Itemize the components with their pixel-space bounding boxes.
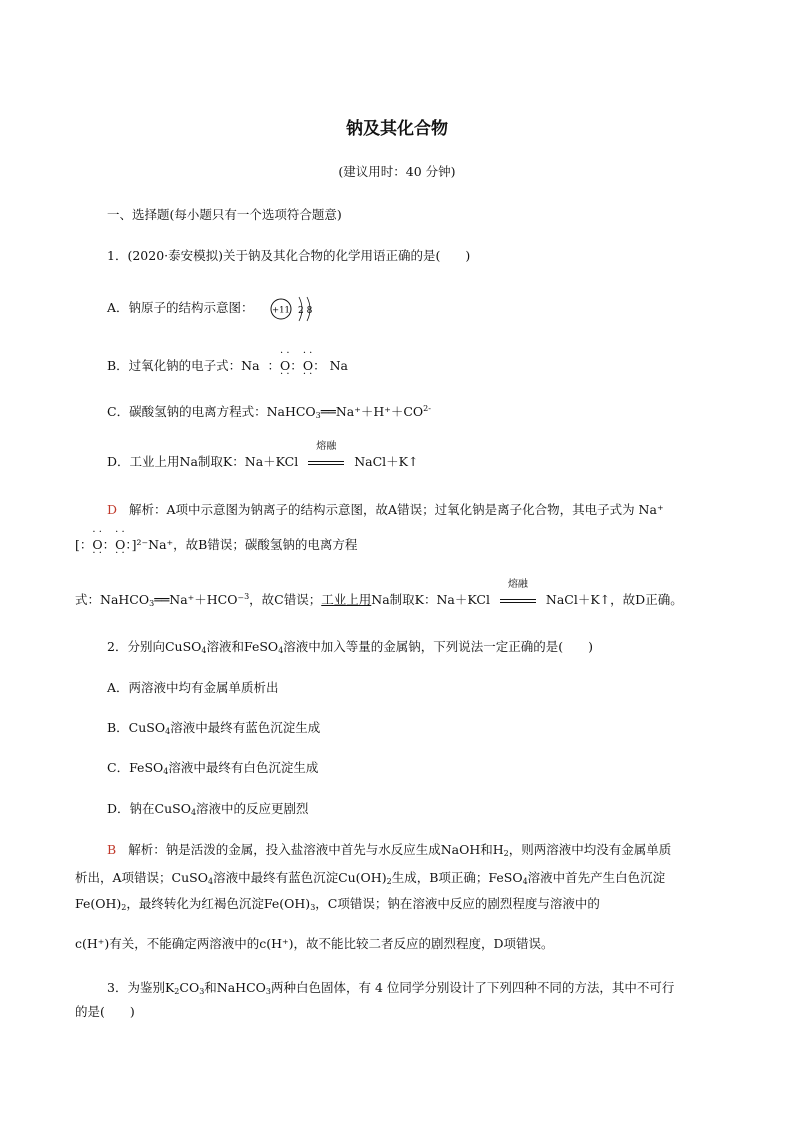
atom-shells-label: 2 8: [298, 306, 313, 316]
q2-option-a: A．两溶液中均有金属单质析出: [107, 680, 279, 695]
q2-stem-c: 溶液中加入等量的金属钠，下列说法一定正确的是( ): [283, 639, 594, 654]
subscript-3: 3: [315, 411, 321, 420]
q1-exp3-underlined: 工业上用: [321, 592, 372, 607]
q2-exp2-b: 溶液中最终有蓝色沉淀Cu(OH): [213, 870, 387, 885]
q1-option-c-rest: Na⁺＋H⁺＋CO: [335, 404, 424, 419]
oxygen-atom-1: · · O · ·: [280, 358, 290, 374]
q2-explanation-line2: 析出，A项错误；CuSO$_4$溶液中最终有蓝色沉淀$Cu(OH)_2$生成，B项正确；FeSO$_4$溶液中首先产生白色沉淀: [75, 870, 666, 886]
q1-option-d: [107, 441, 419, 470]
q2-exp2-c: 生成，B项正确；FeSO: [391, 870, 523, 885]
q1-option-d-post: NaCl＋K↑: [354, 454, 419, 469]
q2-exp2-d: 溶液中首先产生白色沉淀: [527, 870, 666, 885]
q1-option-a: [107, 300, 254, 316]
q3-stem: 3．为鉴别$K_2CO_3$和NaHCO$_3$两种白色固体，有 4 位同学分别设计了下列四种不同的方法，其中不可行: [107, 980, 675, 996]
q2-explanation-line1: B 解析：钠是活泼的金属，投入盐溶液中首先与水反应生成NaOH和$H_2$，则两溶液中均没有金属单质: [107, 842, 672, 858]
q1-exp3-b: Na⁺＋HCO⁻: [169, 592, 245, 607]
sodium-symbol: Na: [329, 358, 348, 373]
page-subtitle: (建议用时：40 分钟): [338, 164, 456, 179]
q1-exp3-c: ，故C错误；: [249, 592, 322, 607]
q1-exp-bracket: [：: [75, 537, 93, 552]
page-title: 钠及其化合物: [346, 119, 448, 139]
q1-exp-oxygen-1: · · O · ·: [92, 537, 102, 553]
q1-option-c: C．碳酸氢钠的电离方程式：$NaHCO_3══Na^++H^++CO^{2-}$: [107, 404, 431, 420]
q2-exp3-b: ，最终转化为红褐色沉淀Fe(OH): [126, 896, 311, 911]
q3-stem-line2: 的是( ): [75, 1004, 135, 1019]
q2-exp3-a: Fe(OH): [75, 896, 122, 911]
q3-stem-b: CO: [179, 980, 200, 995]
q3-stem-d: 两种白色固体，有 4 位同学分别设计了下列四种不同的方法，其中不可行: [271, 980, 675, 995]
q2-explanation-line3: $Fe(OH)_2$，最终转化为红褐色沉淀$Fe(OH)_3$，C项错误；钠在溶液中反应的剧烈程度与溶液中的: [75, 896, 600, 912]
q2-b-a: B．CuSO: [107, 720, 166, 735]
superscript-charge: 2-: [423, 404, 431, 413]
condition-label: 熔融: [316, 441, 337, 452]
q2-option-c: C．FeSO$_4$溶液中最终有白色沉淀生成: [107, 760, 319, 776]
q2-c-b: 溶液中最终有白色沉淀生成: [168, 760, 319, 775]
q1-exp-colon: ：: [102, 537, 116, 552]
q1-exp-text1: 解析：A项中示意图为钠离子的结构示意图，故A错误；过氧化钠是离子化合物，其电子式为 Na⁺: [129, 502, 664, 517]
q1-option-b-label: B．过氧化钠的电子式：Na: [107, 358, 260, 373]
atom-nucleus-label: +11: [272, 305, 290, 316]
q2-d-a: D．钠在CuSO: [107, 801, 191, 816]
condition-label-2: 熔融: [507, 579, 528, 590]
q2-exp2-a: 析出，A项错误；CuSO: [75, 870, 208, 885]
q2-option-b: B．CuSO$_4$溶液中最终有蓝色沉淀生成: [107, 720, 321, 736]
reaction-condition-arrow-2: [494, 579, 542, 608]
q2-option-d: D．钠在CuSO$_4$溶液中的反应更剧烈: [107, 801, 309, 817]
q2-explanation-line4: c(H⁺)有关，不能确定两溶液中的c(H⁺)，故不能比较二者反应的剧烈程度，D项错误。: [75, 936, 554, 951]
q3-stem-a: 3．为鉴别K: [107, 980, 175, 995]
oxygen-atom-2: · · O · ·: [303, 358, 313, 374]
q2-stem-b: 溶液和FeSO: [206, 639, 279, 654]
q2-b-b: 溶液中最终有蓝色沉淀生成: [170, 720, 321, 735]
q1-exp-oxygen-2: · · O · ·: [115, 537, 125, 553]
q1-option-b: B．过氧化钠的电子式：Na ：· · O · ·：· · O · ·： Na: [107, 358, 348, 374]
q1-option-c-text: C．碳酸氢钠的电离方程式：NaHCO: [107, 404, 316, 419]
q2-c-a: C．FeSO: [107, 760, 164, 775]
q1-stem: 1．(2020·泰安模拟)关于钠及其化合物的化学用语正确的是( ): [107, 248, 471, 263]
q2-stem-a: 2．分别向CuSO: [107, 639, 202, 654]
q1-exp3-d: Na制取K：Na＋KCl: [371, 592, 490, 607]
q1-exp-text2: ：]²⁻Na⁺，故B错误；碳酸氢钠的电离方程: [125, 537, 358, 552]
q2-exp1-a: 解析：钠是活泼的金属，投入盐溶液中首先与水反应生成NaOH和H: [128, 842, 504, 857]
q3-stem-c: 和NaHCO: [204, 980, 266, 995]
q1-option-d-pre: D．工业上用Na制取K：Na＋KCl: [107, 454, 299, 469]
q2-d-b: 溶液中的反应更剧烈: [196, 801, 309, 816]
q1-answer: D: [107, 502, 118, 517]
sodium-atom-diagram: [270, 296, 320, 322]
q1-exp3-e: NaCl＋K↑，故D正确。: [545, 592, 683, 607]
q1-exp3-a: 式：NaHCO: [75, 592, 150, 607]
q2-answer: B: [107, 842, 117, 857]
q2-exp3-c: ，C项错误；钠在溶液中反应的剧烈程度与溶液中的: [315, 896, 600, 911]
q1-option-a-label: A．钠原子的结构示意图：: [107, 300, 254, 315]
q1-explanation-line2: [75, 537, 357, 553]
reaction-condition-arrow: [302, 441, 350, 470]
q1-explanation-line3: 式：NaHCO$_3$══Na⁺＋HCO⁻$^3$，故C错误；工业上用Na制取K：Na＋KCl 熔融 NaCl＋K↑，故D正确。: [75, 579, 683, 608]
q1-explanation-line1: [107, 502, 664, 518]
q2-exp1-b: ，则两溶液中均没有金属单质: [508, 842, 672, 857]
q2-stem: 2．分别向CuSO$_4$溶液和FeSO$_4$溶液中加入等量的金属钠，下列说法一定正确的是( ): [107, 639, 594, 655]
section-heading: 一、选择题(每小题只有一个选项符合题意): [107, 207, 342, 222]
